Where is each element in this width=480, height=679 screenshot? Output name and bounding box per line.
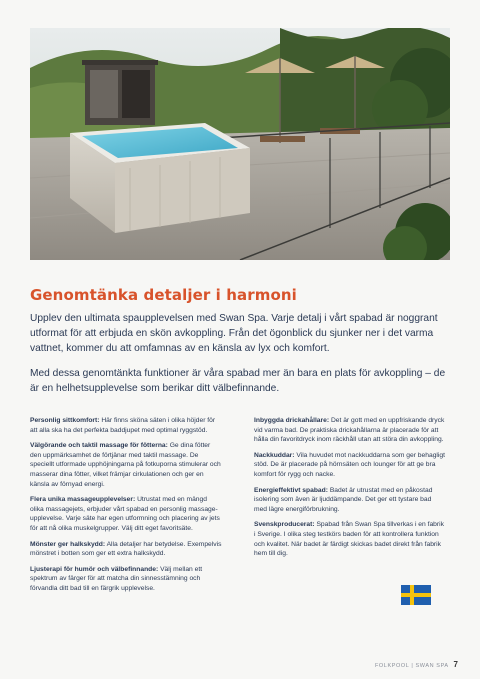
features-right-column xyxy=(254,416,446,565)
feature-item xyxy=(30,540,222,559)
feature-item xyxy=(254,416,446,445)
feature-title: Flera unika massageupplevelser: xyxy=(30,496,136,504)
feature-item xyxy=(30,565,222,594)
page-footer xyxy=(375,660,458,669)
page-headline: Genomtänka detaljer i harmoni xyxy=(30,286,297,304)
swedish-flag-icon xyxy=(401,585,431,605)
feature-text: Det är gott med en uppfriskande dryck vid varma bad. De praktiska drickahållarna är placerade för att hålla din favoritdryck inom räckhåll utan att störa din avkoppling. xyxy=(254,417,445,444)
footer-brand: FOLKPOOL | SWAN SPA xyxy=(374,663,449,669)
feature-item xyxy=(30,416,222,435)
intro-paragraph-2: Med dessa genomtänkta funktioner är våra spabad mer än bara en plats för avkoppling – de är en helhetsupplevelse som berikar ditt välbefinnande. xyxy=(30,368,446,395)
feature-text: Här finns sköna säten i olika höjder för att alla ska ha det perfekta baddjupet med optimal ryggstöd. xyxy=(30,417,216,434)
feature-text: Utrustat med en mängd olika massagejets, erbjuder vårt spabad en personlig massage-upplevelse. Varje säte har egen utformning och placering av jets för att nå olika muskelgrupper. Välj ditt eget favoritsäte. xyxy=(30,496,220,532)
feature-title: Inbyggda drickahållare: xyxy=(254,417,330,424)
feature-text: Alla detaljer har betydelse. Exempelvis mönstret i botten som ger ett extra halkskydd. xyxy=(30,540,222,558)
feature-title: Personlig sittkomfort: xyxy=(30,417,100,424)
feature-item xyxy=(254,451,446,480)
feature-title: Välgörande och taktil massage för fötterna: xyxy=(30,442,168,450)
feature-title: Svenskproducerat: xyxy=(254,521,315,529)
feature-text: Välj mellan ett spektrum av färger för att matcha din sinnesstämning och förvandla ditt bad till en färgrik upplevelse. xyxy=(30,565,203,592)
feature-item xyxy=(254,520,446,558)
page-number: 7 xyxy=(453,660,458,669)
feature-text: Vila huvudet mot nackkuddarna som ger behagligt stöd. De är placerade på hörnsäten och lounger för att ge bra komfort för rygg och nacke. xyxy=(254,451,445,478)
feature-title: Nackkuddar: xyxy=(254,451,295,459)
feature-item xyxy=(30,441,222,489)
feature-text: Spabad från Swan Spa tillverkas i en fabrik i Sverige. I olika steg testkörs baden för att kontrollera funktion och kvalitet. När badet är färdigt skickas badet direkt från fabrik hem till dig. xyxy=(254,521,444,558)
intro-paragraph: Upplev den ultimata spaupplevelsen med Swan Spa. Varje detalj i vårt spabad är noggrant utformat för att erbjuda en skön avkoppling. Från det ögonblick du sjunker ner i det varma vattnet, kommer du att omfamnas av en känsla av lyx och komfort. xyxy=(30,313,438,355)
feature-item xyxy=(254,486,446,515)
feature-title: Mönster ger halkskydd: xyxy=(30,540,106,548)
features-left-column xyxy=(30,416,222,600)
feature-title: Energieffektivt spabad: xyxy=(254,486,328,494)
feature-title: Ljusterapi för humör och välbefinnande: xyxy=(30,565,159,573)
feature-text: Badet är utrustat med en påkostad isolering som även är ljuddämpande. Det ger ett tystare bad med lägre energiförbrukning. xyxy=(254,486,433,513)
feature-text: Ge dina fötter den uppmärksamhet de förtjänar med taktil massage. De speciellt utformade upphöjningarna på fotkuporna stimulerar och masserar dina fötter, vilket främjar cirkulationen och ger en känsla av förnyad energi. xyxy=(30,442,221,488)
feature-item xyxy=(30,495,222,533)
spa-terrace-photo xyxy=(30,28,450,260)
spa-terrace-illustration xyxy=(30,28,450,260)
